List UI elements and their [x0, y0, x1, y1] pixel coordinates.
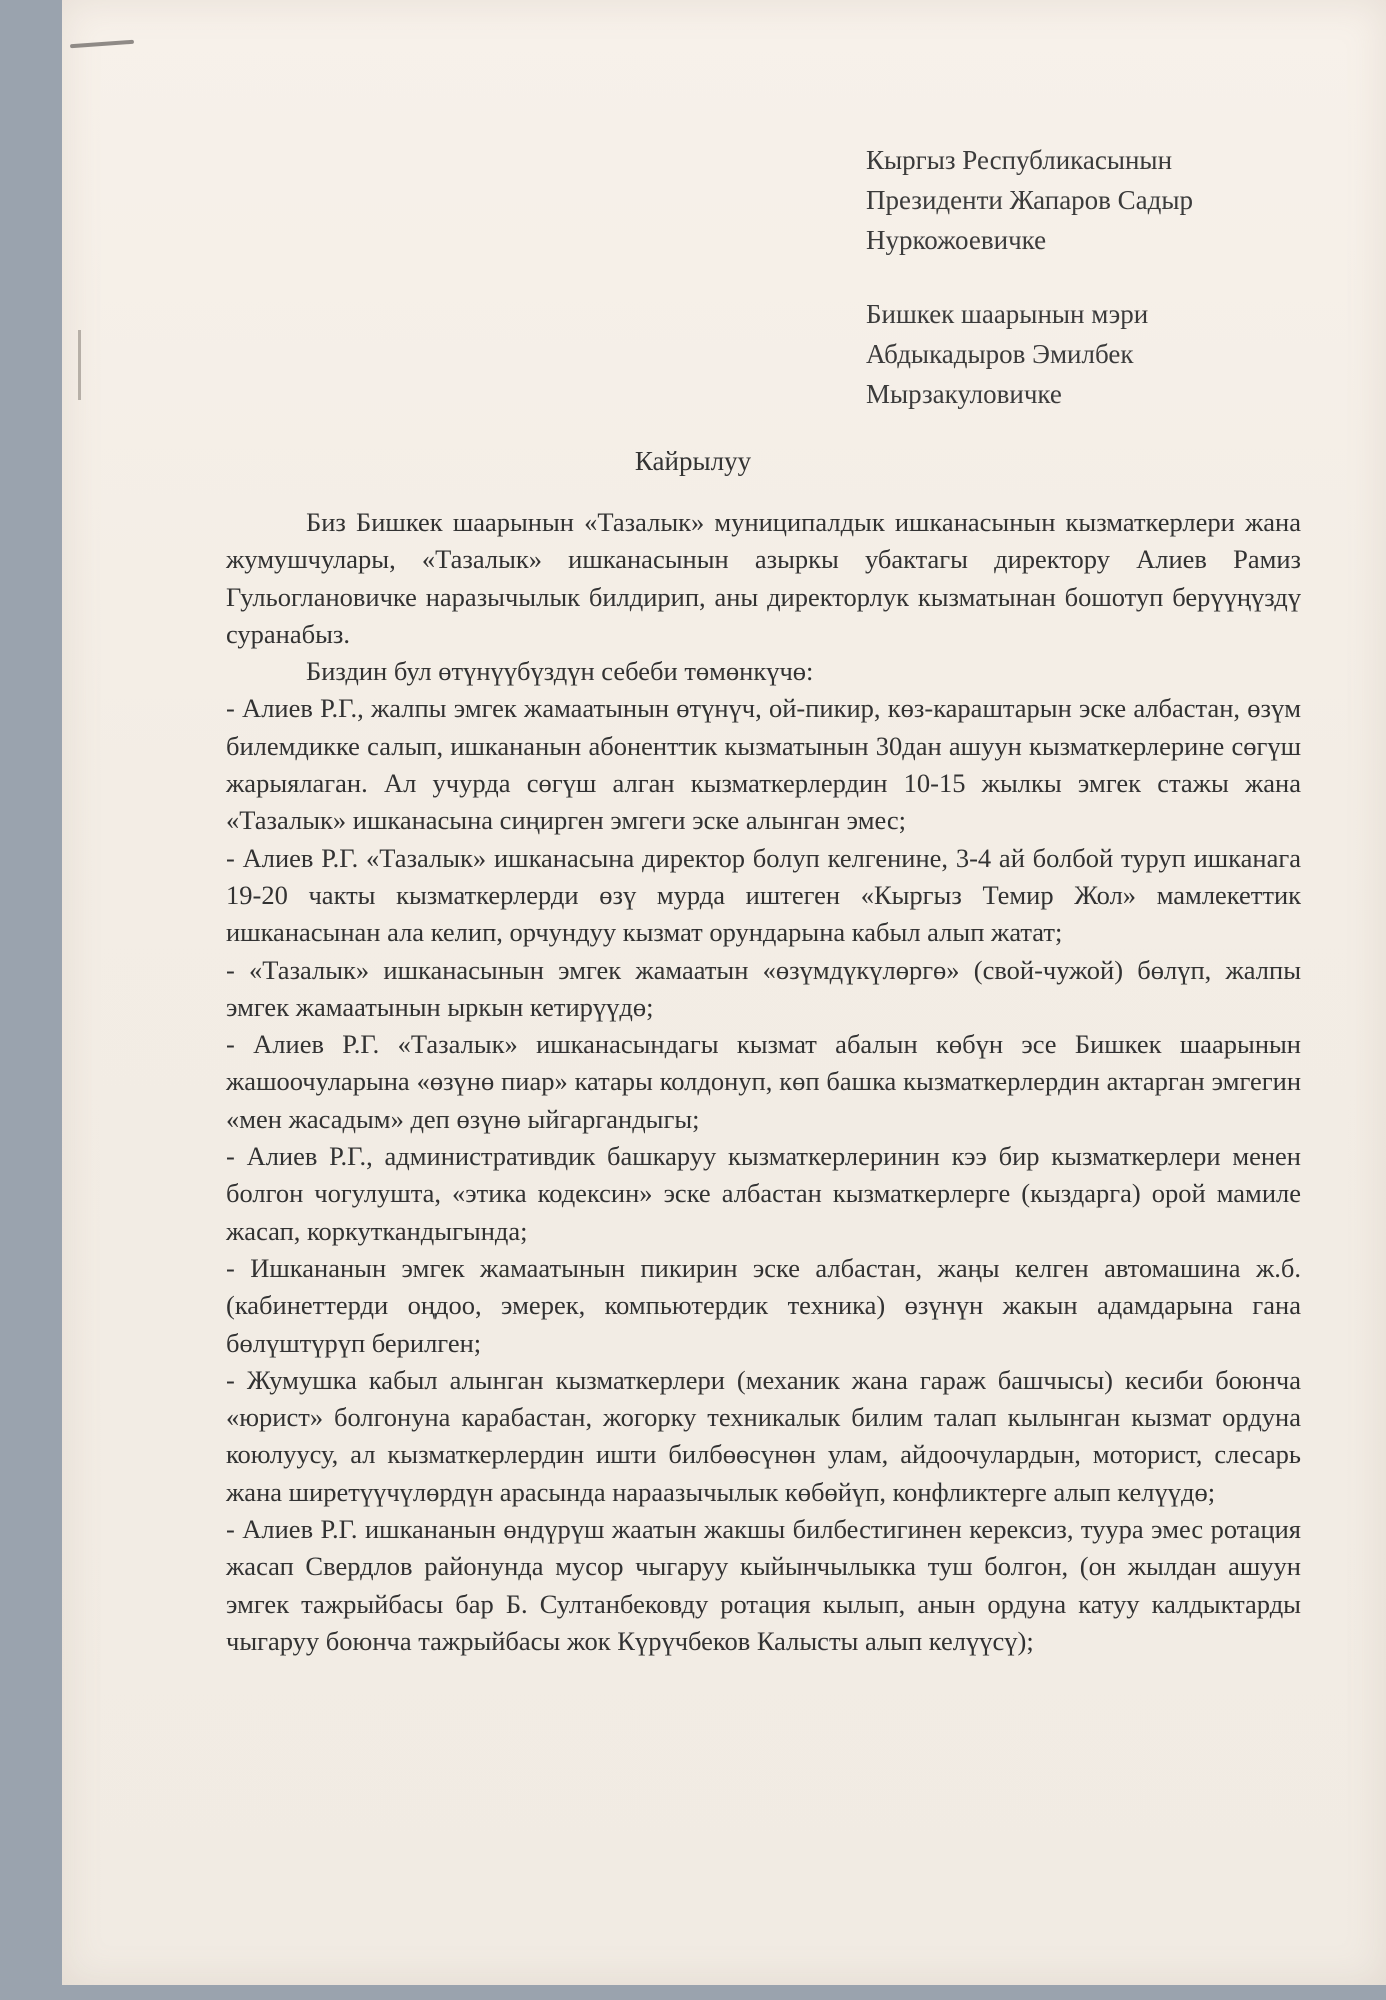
addressee-line: Президенти Жапаров Садыр	[866, 185, 1194, 215]
addressee-block	[866, 140, 1286, 414]
reason-paragraph: Биздин бул өтүнүүбүздүн себеби төмөнкүчө:	[306, 656, 814, 687]
addressee-line: Мырзакуловичке	[866, 379, 1062, 409]
list-item: - Ишкананын эмгек жамаатынын пикирин эске албастан, жаңы келген автомашина ж.б. (кабинеттерди оңдоо, эмерек, компьютердик техника) өзүнүн жакын адамдарына гана бөлүштүрүп берилген;	[226, 1252, 1301, 1358]
list-item: - Алиев Р.Г. «Тазалык» ишканасындагы кызмат абалын көбүн эсе Бишкек шаарынын жашоочуларына «өзүнө пиар» катары колдонуп, көп башка кызматкерлердин актарган эмгегин «мен жасадым» деп өзүнө ыйгаргандыгы;	[226, 1029, 1301, 1134]
intro-paragraph: Биз Бишкек шаарынын «Тазалык» муниципалдык ишканасынын кызматкерлери жана жумушчулары, «Тазалык» ишканасынын азыркы убактагы директору Алиев Рамиз Гульоглановичке наразычылык билдирип, аны директорлук кызматынан бошотуп берүүңүздү суранабыз.	[226, 507, 1301, 649]
addressee-line: Кыргыз Республикасынын	[866, 145, 1173, 175]
binding-mark	[78, 330, 81, 400]
addressee-line: Бишкек шаарынын мэри	[866, 299, 1149, 329]
list-item: - Алиев Р.Г. ишкананын өндүрүш жаатын жакшы билбестигинен керексиз, туура эмес ротация жасап Свердлов районунда мусор чыгаруу кыйынчылыкка туш болгон, (он жылдан ашуун эмгек тажрыйбасы бар Б. Султанбековду ротация кылып, анын ордуна катуу калдыктарды чыгаруу боюнча тажрыйбасы жок Күрүчбеков Калысты алып келүүсү);	[226, 1514, 1301, 1656]
list-item: - «Тазалык» ишканасынын эмгек жамаатын «өзүмдүкүлөргө» (свой-чужой) бөлүп, жалпы эмгек жамаатынын ыркын кетирүүдө;	[226, 954, 1301, 1022]
addressee-mayor	[866, 294, 1286, 414]
addressee-line: Нуркожоевичке	[866, 225, 1047, 255]
list-item: - Алиев Р.Г., жалпы эмгек жамаатынын өтүнүч, ой-пикир, көз-караштарын эске албастан, өзүм билемдикке салып, ишкананын абоненттик кызматынын 30дан ашуун кызматкерлерине сөгүш жарыялаган. Ал учурда сөгүш алган кызматкерлердин 10-15 жылкы эмгек стажы жана «Тазалык» ишканасына сиңирген эмгеги эске алынган эмес;	[226, 693, 1301, 836]
document-title: Кайрылуу	[634, 446, 752, 476]
list-item: - Жумушка кабыл алынган кызматкерлери (механик жана гараж башчысы) кесиби боюнча «юрист» болгонуна карабастан, жогорку техникалык билим талап кылынган кызмат ордуна коюлуусу, ал кызматкерлердин ишти билбөөсүнөн улам, айдоочулардын, моторист, слесарь жана ширетүүчүлөрдүн арасында нараазычылык көбөйүп, конфликтерге алып келүүдө;	[226, 1364, 1301, 1507]
staple-mark	[70, 40, 134, 48]
document-body	[226, 504, 1301, 1660]
addressee-line: Абдыкадыров Эмилбек	[866, 339, 1134, 369]
list-item: - Алиев Р.Г., административдик башкаруу кызматкерлеринин кээ бир кызматкерлери менен болгон чогулушта, «этика кодексин» эске албастан кызматкерлерге (кыздарга) орой мамиле жасап, коркуткандыгында;	[226, 1141, 1301, 1246]
addressee-president	[866, 140, 1286, 260]
list-item: - Алиев Р.Г. «Тазалык» ишканасына директор болуп келгенине, 3-4 ай болбой туруп ишканага 19-20 чакты кызматкерлерди өзү мурда иштеген «Кыргыз Темир Жол» мамлекеттик ишканасынан ала келип, орчундуу кызмат орундарына кабыл алып жатат;	[226, 842, 1301, 948]
